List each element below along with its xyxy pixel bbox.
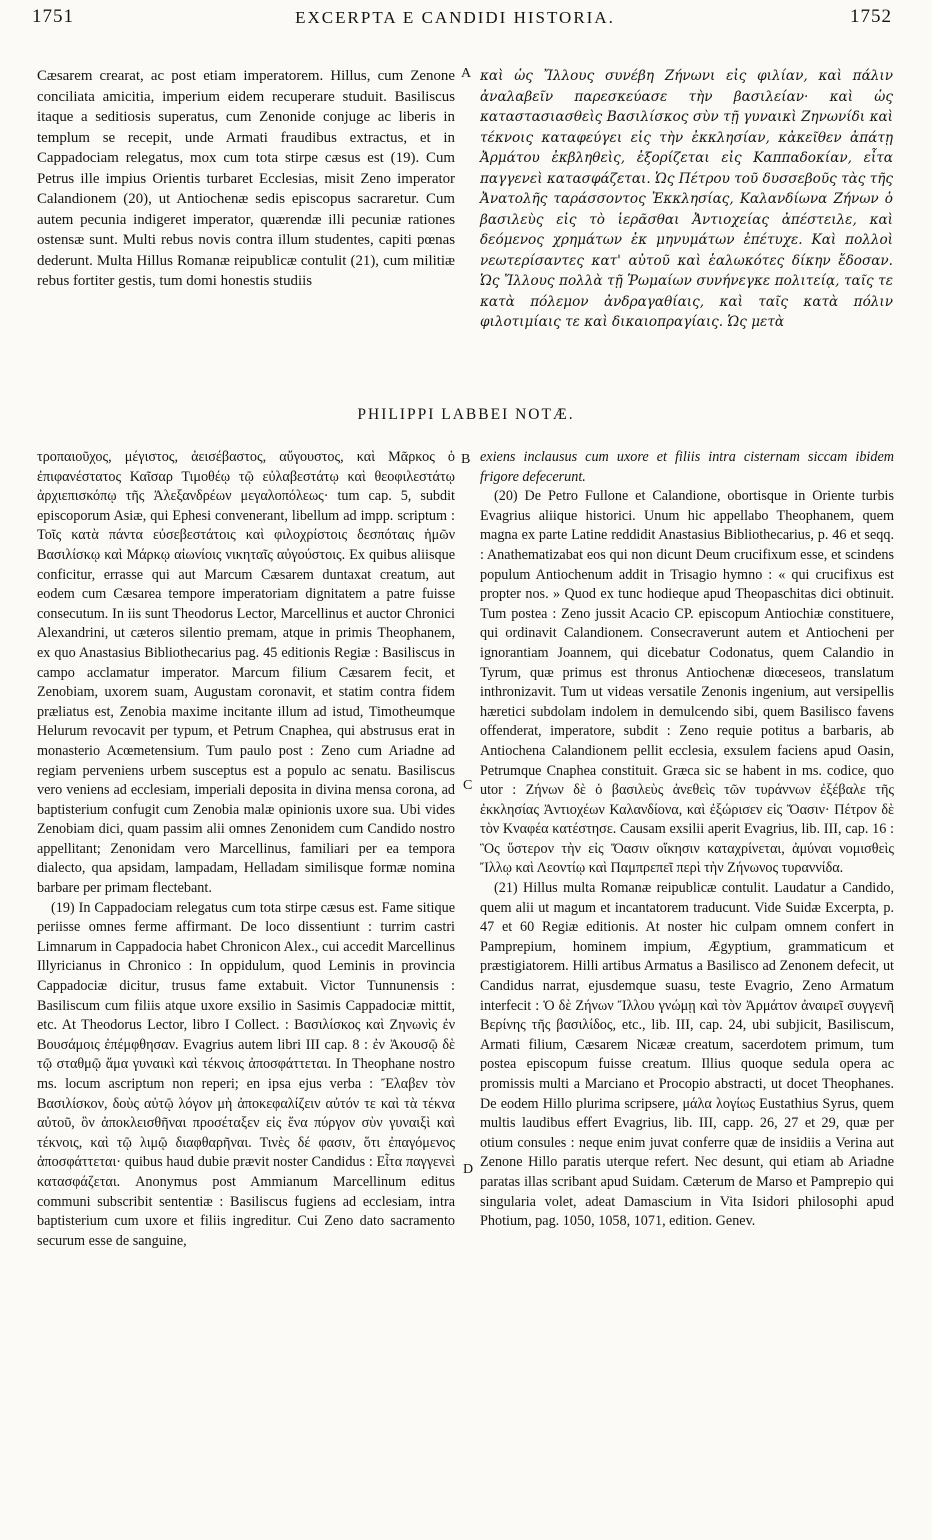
margin-letter-d: D <box>463 1162 474 1177</box>
note-19: (19) In Cappadociam relegatus cum tota stirpe cæsus est. Fame sitique periisse omnes ferme affirmant. De loco dissentiunt : turrim castri Limnarum in Cappadocia habet Chronicon Alex., cui accedit Marcellinus Illyricianus in Chronico : In oppidulum, quod Leminis in provincia Cappadociæ dicitur, trusus fame extabuit. Victor Tunnunensis : Basiliscum cum filiis atque uxore exsilio in Sasimis Cappadociæ mittit, etc. At Theodorus Lector, libro I Collect. : Βασιλίσκος καὶ Ζηνωνὶς ἐν Βουσάμοις ἐπέμφθησαν. Evagrius autem libri III cap. 8 : ἐν Ἀκουσῷ δὲ τῷ σταθμῷ ἅμα γυναικὶ καὶ τέκνοις ἀποσφάττεται. In Theophane nostro ms. locum ascriptum non reperi; en ipsa ejus verba : Ἔλαβεν τὸν Βασιλίσκον, δοὺς αὐτῷ λόγον μὴ ἀποκεφαλίζειν αὐτόν τε καὶ τὰ τέκνα αὐτοῦ, ὃν ἀποκλεισθῆναι προσέταξεν εἰς ἕνα πύργον σὺν γυναιξὶ καὶ τέκνοις, καὶ τῷ λιμῷ διαφθαρῆναι. Τινὲς δέ φασιν, ὅτι ἐπαγόμενος ἀποσφάττεται· quibus haud dubie prævit noster Candidus : Εἶτα παγγενεὶ κατασφάζεται. Anonymus post Ammianum Marcellinum editus communi subscribit sententiæ : Basiliscus fugiens ad ecclesiam, intra baptisterium cum uxore et filiis ingreditur. Cui Zeno dato sacramento securum esse de sanguine, <box>37 899 455 1249</box>
page-number-left: 1751 <box>32 6 74 27</box>
greek-text-column <box>480 66 893 376</box>
page-number-right: 1752 <box>850 6 892 27</box>
note-continuation: exiens inclausus cum uxore et filiis intra cisternam siccam ibidem frigore defecerunt. <box>480 449 894 485</box>
greek-paragraph: καὶ ὡς Ἴλλους συνέβη Ζήνωνι εἰς φιλίαν, καὶ πάλιν ἀναλαβεῖν παρεσκεύασε τὴν βασιλείαν· καὶ ὡς καταστασιασθεὶς Βασιλίσκος σὺν τῇ γυναικὶ Ζηνωνίδι καὶ τέκνοις καταφεύγει εἰς τὴν ἐκκλησίαν, κἀκεῖθεν ἀπάτῃ Ἀρμάτου ἐκβληθεὶς, ἐξορίζεται εἰς Καππαδοκίαν, εἶτα παγγενεὶ κατασφάζεται. Ὡς Πέτρου τοῦ δυσσεβοῦς τὰς τῆς Ἀνατολῆς ταράσσοντος Ἐκκλησίας, Καλανδίωνα Ζήνων ὁ βασιλεὺς εἰς τὸ ἱερᾶσθαι Ἀντιοχείας ἀπέστειλε, καὶ δεόμενος χρημάτων ἐκ μηνυμάτων ἐπέτυχε. Καὶ πολλοὶ νεωτερίσαντες κατ' αὐτοῦ καὶ ἑαλωκότες δίκην ἔδοσαν. Ὡς Ἴλλους πολλὰ τῇ Ῥωμαίων συνήνεγκε πολιτείᾳ, ταῖς τε κατὰ πόλεμον ἀνδραγαθίαις, καὶ ταῖς κατὰ πόλιν φιλοτιμίαις τε καὶ δικαιοπραγίαις. Ὡς μετὰ <box>480 68 893 330</box>
note-21: (21) Hillus multa Romanæ reipublicæ contulit. Laudatur a Candido, quem alii ut magum et incantatorem traducunt. Vide Suidæ Excerpta, p. 47 et 60 Regiæ editionis. At noster hic culpam omnem confert in Pamprepium, hominem impium, Ægyptium, grammaticum et præstigiatorem. Hilli artibus Armatus a Basilisco ad Zenonem defecit, ut Candidus narrat, ejusdemque suasu, teste Evagrio, Zeno Armatum interfecit : Ὁ δὲ Ζήνων Ἴλλου γνώμῃ καὶ τὸν Ἀρμάτον ἀναιρεῖ συγγενῆ Βερίνης τῆς βασιλίδος, etc., lib. III, cap. 24, ubi subjicit, Basiliscum, Armati filium, Cæsarem Nicææ creatum, sacerdotem primum, tum postea episcopum fuisse creatum. Illius quoque sedula opera ac promissis multi a Marciano et Procopio abstracti, ut docet Theophanes. De eodem Hillo plurima scripsere, μάλα λογίως Eustathius Syrus, quem multis laudibus effert Evagrius, lib. III, capp. 26, 27 et 29, quæ per otium consules : neque enim juvat conferre quæ de insidiis a Verina aut Zenone Hillo paratis uterque refert. Nec desunt, qui etiam ab Ariadne paratas illas scribant apud Suidam. Cæterum de Marso et Pamprepio qui singularia volet, adeat Damascium in Vita Isidori philosophi apud Photium, pag. 1050, 1058, 1071, edition. Genev. <box>480 880 894 1230</box>
notes-right-column <box>480 448 894 1232</box>
latin-paragraph: Cæsarem crearat, ac post etiam imperatorem. Hillus, cum Zenone conciliata amicitia, imperium eidem recuperare studuit. Basiliscus itaque a seditiosis superatus, cum Zenonide conjuge ac liberis in templum se recepit, unde Armati fraudibus extractus, et in Cappadociam relegatus, mox cum tota stirpe cæsus est (19). Cum Petrus ille impius Orientis turbaret Ecclesias, misit Zeno imperator Calandionem (20), ut Antiochenæ sedis episcopus sacraretur. Cum autem pecunia indigeret imperator, quærendæ illi pecuniæ rationes ostensæ sunt. Multi rebus novis contra illum studentes, capiti pœnas dederunt. Multa Hillus Romanæ reipublicæ contulit (21), cum militiæ rebus fortiter gestis, tum domi honestis studiis <box>37 68 455 289</box>
margin-letter-b: B <box>461 452 471 467</box>
margin-letter-a: A <box>461 66 472 81</box>
note-paragraph: τροπαιοῦχος, μέγιστος, ἀεισέβαστος, αὔγουστος, καὶ Μᾶρκος ὁ ἐπιφανέστατος Καῖσαρ Τιμοθέῳ τῷ εὐλαβεστάτῳ καὶ θεοφιλεστάτῳ ἀρχιεπισκόπῳ τῆς Ἀλεξανδρέων μεγαλοπόλεως· tum cap. 5, subdit episcoporum Asiæ, qui Ephesi convenerant, libellum ad impp. scriptum : Τοῖς κατὰ πάντα εὐσεβεστάτοις καὶ φιλοχρίστοις δεσπόταις ἡμῶν Βασιλίσκῳ καὶ Μάρκῳ αἰωνίοις νικηταῖς αὐγούστοις. Ex quibus aliisque conficitur, errasse qui aut Marcum Cæsarem duntaxat creatum, aut eodem cum Cæsarea tempore imperatoriam dignitatem a patre fuisse consecutum. In iis sunt Theodorus Lector, Marcellinus et auctor Chronici Alexandrini, ut cæteros silentio premam, atque in primis Theophanem, ex quo Anastasius Bibliothecarius pag. 45 editionis Regiæ : Basiliscus in campo acclamatur imperator. Marcum filium Cæsarem fecit, et Zenobiam, uxorem suam, Augustam coronavit, et statim contra fidem præliatus est, Zenobia maxime incitante illum ad istud, Timotheumque Helurum revocavit per typum, et Petrum Cnaphea, qui abstrusus erat in monasterio Acœmetensium. Tum paulo post : Zeno cum Ariadne ad regiam perveniens urbem susceptus est a populo ac senatu. Basiliscus vero veniens ad ecclesiam, imperiali deposita in divina mensa corona, ad baptisterium confugit cum Zenobia malæ opinionis uxore sua. Ubi vides Zenobiam dici, quam passim alii omnes Zenonidem cum Candido nostro appellitant; Zenonidam vero Marcellinus, familiari per ea tempora dialecto, qua apsidam, lampadam, Helladam similisque formæ nomina barbare per primam flectebant. <box>37 449 455 897</box>
notes-left-column <box>37 448 455 1251</box>
notes-heading: PHILIPPI LABBEI NOTÆ. <box>357 406 575 423</box>
note-20: (20) De Petro Fullone et Calandione, obortisque in Oriente turbis Evagrius aliique historici. Unum hic appellabo Theophanem, quem magna ex parte Latine reddidit Anastasius Bibliothecarius, p. 46 et seqq. : Anathematizabat eos qui non dicunt Deum crucifixum esse, et scindens populum Antiochenum addit in Trisagio hymno : « qui crucifixus est propter nos. » Quod ex tunc hodieque apud Theopaschitas dici obtinuit. Tum postea : Zeno jussit Acacio CP. episcopum Antiochiæ constituere, qui ordinavit Calandionem. Consecraverunt autem et Antiocheni per ignorantiam Joannem, qui dicebatur Codonatus, quem Calandio in Tyrum, quæ primus est thronus Antiochenæ diœceseos, translatum inthronizavit. Tum ut videas versatile Zenonis ingenium, aut versipellis hæretici subdolam indolem in demulcendo sibi, quem Basilisco favens offenderat, imperatore, subdit : Zeno requie potitus a barbaris, ab Antiochena Calandionem pellit ecclesia, exsulem faciens apud Oasin, Petrumque Cnaphea constituit. Græca sic se habent in ms. codice, quo utor : Ζήνων δὲ ὁ βασιλεὺς ἀνεθεὶς τῶν τυράννων ἐξέβαλε τῆς ἐκκλησίας Ἀντιοχέων Καλανδίονα, καὶ ἐξώρισεν εἰς Ὄασιν· Πέτρον δὲ τὸν Κναφέα κατέστησε. Causam exsilii aperit Evagrius, lib. III, cap. 16 : Ὃς ὕστερον τὴν εἰς Ὄασιν οἴκησιν καταχρίνεται, ἀμύναι νομισθεὶς Ἴλλῳ καὶ Λεοντίῳ καὶ Παμπρεπεῖ περὶ τὴν Ζήνωνος τυραννίδα. <box>480 488 894 877</box>
margin-letter-c: C <box>463 778 473 793</box>
latin-text-column <box>37 66 455 376</box>
page-title: EXCERPTA E CANDIDI HISTORIA. <box>295 8 615 27</box>
running-header <box>18 2 892 32</box>
